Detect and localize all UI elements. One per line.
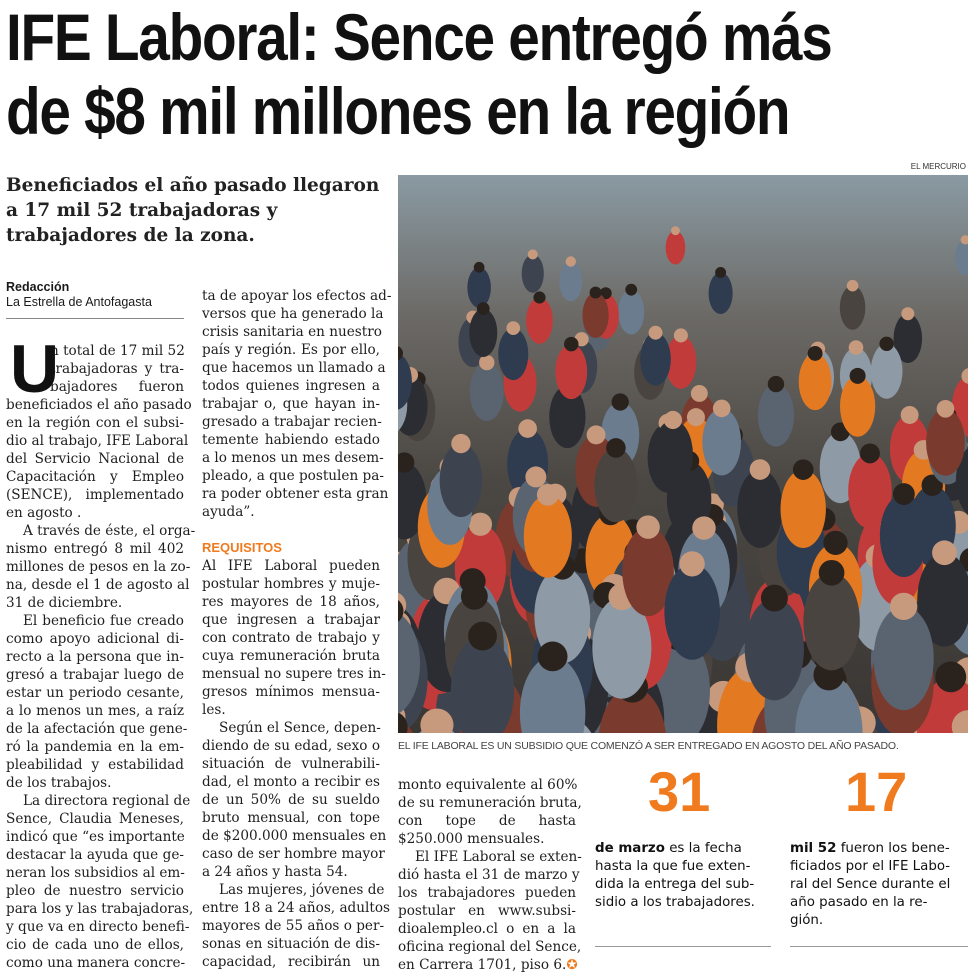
crowd-figure [640, 333, 671, 386]
crowd-figure [664, 564, 720, 660]
article-text-line: El beneficio fue creado [23, 613, 184, 629]
article-text-line: de los trabajos. [6, 775, 112, 791]
section-subhead: REQUISITOS [202, 540, 282, 555]
crowd-figure [955, 240, 968, 276]
article-text-line: Capacitación y Empleo [6, 469, 184, 485]
crowd-head [566, 256, 576, 266]
article-text-line: como una manera concre- [6, 955, 186, 971]
crowd-head [469, 513, 492, 536]
crowd-figure [467, 267, 491, 308]
article-text-line: a lo menos un mes, a raíz [6, 703, 184, 719]
fact-text-line [790, 840, 968, 858]
crowd-head [932, 540, 957, 565]
crowd-head [525, 466, 546, 487]
article-text-line: con tope de hasta [398, 813, 576, 829]
article-text-line: de la afectación que gene- [6, 721, 188, 737]
fact-text: gión. [790, 913, 824, 928]
crowd-head [451, 434, 470, 453]
article-text-line: Las mujeres, jóvenes de [219, 882, 385, 898]
article-text-line: $250.000 mensuales. [398, 831, 545, 847]
crowd-head [692, 516, 715, 539]
fact-text-line [790, 858, 968, 876]
article-text-line: postular hombres y muje- [202, 576, 380, 592]
fact-text: año pasado en la re- [790, 895, 928, 910]
crowd-figure [555, 344, 587, 399]
article-text-line: trabajadoras y tra- [50, 361, 184, 377]
crowd-head [506, 321, 520, 335]
crowd-head [537, 484, 559, 506]
article-text-line: monto equivalente al 60% [398, 777, 578, 793]
article-text-line: en agosto . [6, 505, 82, 521]
crowd-head [823, 531, 847, 555]
crowd-head [847, 280, 859, 292]
article-text-line: los trabajadores pueden [398, 885, 576, 901]
crowd-head [860, 443, 880, 463]
article-text-line: gresado a trabajar recien- [202, 414, 382, 430]
crowd-figure [799, 353, 832, 410]
byline [6, 280, 152, 310]
fact-divider-1 [595, 946, 771, 947]
crowd-figure [440, 444, 483, 517]
article-text-line: diendo de su edad, sexo o [202, 738, 380, 754]
article-text-line: recto a la persona que in- [6, 649, 184, 665]
crowd-head [819, 560, 845, 586]
article-text-line: dio al trabajo, IFE Laboral [6, 433, 189, 449]
crowd-head [468, 622, 497, 651]
crowd-head [680, 551, 705, 576]
fact-text-line [790, 894, 968, 912]
article-text-line: de su remuneración bruta, [398, 795, 582, 811]
article-text-line: cio de cada uno de ellos, [6, 937, 184, 953]
article-text-line: en la región con el subsi- [6, 415, 184, 431]
article-column-1 [6, 331, 196, 972]
crowd-head [479, 355, 494, 370]
crowd-head [879, 337, 893, 351]
article-text-line: capacidad, recibirán un [202, 954, 380, 970]
fact-text: ficiados por el IFE Labo- [790, 859, 951, 874]
article-text-line: na, desde el 1 de agosto al [6, 577, 190, 593]
crowd-head [713, 400, 731, 418]
article-text-line: crisis sanitaria en nuestro [202, 324, 382, 340]
crowd-figure [737, 470, 782, 548]
article-text-line: postular en www.subsi- [398, 903, 576, 919]
byline-outlet: La Estrella de Antofagasta [6, 295, 152, 309]
crowd-head [808, 346, 823, 361]
crowd-figure [709, 272, 733, 314]
article-text-line: ayuda”. [202, 504, 255, 520]
crowd-head [890, 593, 917, 620]
crowd-head [937, 400, 955, 418]
article-text-line: con contrato de trabajo y [202, 630, 380, 646]
drop-cap: U [10, 331, 60, 407]
crowd-figure [803, 573, 859, 671]
crowd-head [533, 291, 545, 303]
crowd-photo [398, 175, 968, 733]
article-text-line: Sence, Claudia Meneses, [6, 811, 184, 827]
article-text-line: mayores de 55 años o per- [202, 918, 385, 934]
fact-text-line [790, 876, 968, 894]
crowd-head [538, 642, 568, 672]
article-text-line: pleo de nuestro servicio [6, 883, 184, 899]
article-text-line: a lo menos un mes desem- [202, 450, 384, 466]
article-text-line: dioalempleo.cl o en a la [398, 921, 576, 937]
crowd-figure [522, 254, 544, 292]
article-text-line: en Carrera 1701, piso 6.✪ [398, 957, 578, 973]
article-text-line: trabajar o, que hayan in- [202, 396, 380, 412]
crowd-photo-image [398, 175, 968, 733]
crowd-head [849, 340, 864, 355]
crowd-figure [469, 309, 497, 357]
article-text-line: bruto mensual, con tope [202, 810, 380, 826]
fact-text-line [595, 840, 773, 858]
fact-text-line [595, 876, 773, 894]
crowd-figure [653, 420, 693, 489]
fact-number-1: 31 [648, 760, 711, 823]
crowd-head [612, 393, 629, 410]
crowd-figure [840, 286, 866, 330]
article-text-line: como apoyo adicional di- [6, 631, 184, 647]
crowd-figure [666, 231, 686, 265]
article-text-line: a 24 años y hasta 54. [202, 864, 348, 880]
crowd-head [664, 411, 682, 429]
article-text-line: neran los subsidios al em- [6, 865, 185, 881]
crowd-head [671, 226, 680, 235]
article-text-line: (SENCE), implementado [6, 487, 184, 503]
fact-text: es la fecha [669, 841, 742, 856]
article-text-line: cuya remuneración bruta [202, 648, 380, 664]
crowd-head [793, 459, 814, 480]
fact-bold-lead: mil 52 [790, 841, 837, 856]
crowd-head [636, 515, 659, 538]
headline-line-1: IFE Laboral: Sence entregó más [6, 0, 832, 74]
crowd-head [893, 483, 915, 505]
fact-text-line [595, 858, 773, 876]
end-mark-icon: ✪ [566, 957, 578, 973]
article-text-line: oficina regional del Sence, [398, 939, 582, 955]
fact-text: fueron los bene- [840, 841, 950, 856]
article-text-line: res mayores de 18 años, [202, 594, 380, 610]
fact-text: sidio a los trabajadores. [595, 895, 755, 910]
article-text-line: de $200.000 mensuales en [202, 828, 387, 844]
crowd-head [461, 583, 488, 610]
crowd-figure [758, 384, 794, 446]
article-deck: Beneficiados el año pasado llegaron a 17 mil 52 trabajadoras y trabajadores de la zona. [6, 175, 380, 246]
crowd-figure [702, 408, 741, 475]
crowd-head [901, 406, 919, 424]
article-text-line: temente habiendo estado [202, 432, 380, 448]
article-text-line: del Servicio Nacional de [6, 451, 184, 467]
fact-box-2 [790, 840, 968, 930]
article-text-line: pleabilidad y estabilidad [6, 757, 184, 773]
article-text-line: dió hasta el 31 de marzo y [398, 867, 580, 883]
byline-divider [6, 318, 184, 319]
article-text-line: gresos mínimos mensua- [202, 684, 380, 700]
crowd-head [564, 337, 578, 351]
crowd-figure [618, 290, 644, 335]
photo-caption: EL IFE LABORAL ES UN SUBSIDIO QUE COMENZÓ A SER ENTREGADO EN AGOSTO DEL AÑO PASADO. [398, 740, 899, 752]
article-text-line: ta de apoyar los efectos ad- [202, 288, 392, 304]
article-text-line: destacar la ayuda que ge- [6, 847, 184, 863]
crowd-figure [880, 494, 928, 577]
paragraph-gap [202, 521, 380, 539]
fact-text-line [595, 894, 773, 912]
article-text-line: que ingresen a trabajar [202, 612, 380, 628]
article-text-line: de un 50% de su sueldo [202, 792, 380, 808]
crowd-figure [781, 470, 826, 548]
crowd-figure [526, 297, 553, 343]
fact-text: dida la entrega del sub- [595, 877, 755, 892]
article-text-line: ra poder obtener esta gran [202, 486, 389, 502]
fact-divider-2 [790, 946, 968, 947]
article-text-line: ró la pandemia en la em- [6, 739, 184, 755]
article-text-line: sonas en situación de dis- [202, 936, 380, 952]
crowd-head [715, 267, 726, 278]
article-text-line: A través de éste, el orga- [23, 523, 196, 539]
crowd-head [850, 368, 866, 384]
article-text-line: les. [202, 702, 226, 718]
article-text-line: entre 18 a 24 años, adultos [202, 900, 390, 916]
article-text-line: Al IFE Laboral pueden [202, 558, 380, 574]
article-text-line: país y región. Es por ello, [202, 342, 380, 358]
crowd-head [901, 307, 914, 320]
crowd-head [518, 419, 537, 438]
crowd-head [474, 262, 485, 273]
crowd-head [687, 408, 705, 426]
crowd-figure [594, 448, 637, 522]
crowd-figure [498, 328, 528, 380]
crowd-head [750, 459, 771, 480]
crowd-head [674, 328, 688, 342]
fact-text: ral del Sence durante el [790, 877, 951, 892]
article-text-line: versos que ha generado la [202, 306, 384, 322]
fact-text: hasta la que fue exten- [595, 859, 751, 874]
crowd-figure [840, 376, 875, 437]
crowd-head [587, 425, 606, 444]
article-text-line: dad, el monto a recibir es [202, 774, 380, 790]
article-text-line: y que va en directo benefi- [6, 919, 190, 935]
crowd-figure [582, 293, 608, 338]
article-column-3 [398, 776, 582, 974]
photo-credit: EL MERCURIO [910, 162, 966, 171]
crowd-head [625, 284, 637, 296]
article-text-line: situación de vulnerabili- [202, 756, 380, 772]
article-text-line: bajadores fueron [50, 379, 184, 395]
fact-box-1 [595, 840, 773, 912]
article-text-line: beneficiados el año pasado [6, 397, 192, 413]
article-text-line: todos quienes ingresen a [202, 378, 380, 394]
article-text-line: estar un periodo cesante, [6, 685, 184, 701]
article-text-line: n total de 17 mil 52 [50, 343, 185, 359]
fact-text-line [790, 912, 968, 930]
fact-number-2: 17 [845, 760, 908, 823]
crowd-head [590, 287, 602, 299]
headline-line-2: de $8 mil millones en la región [6, 74, 790, 148]
crowd-head [691, 385, 708, 402]
article-text-line: pleado, a que postulen pa- [202, 468, 384, 484]
article-text-line: Según el Sence, depen- [219, 720, 381, 736]
byline-author: Redacción [6, 280, 70, 294]
crowd-head [477, 302, 490, 315]
article-text-line: caso de ser hombre mayor [202, 846, 385, 862]
crowd-head [606, 438, 626, 458]
crowd-head [649, 326, 663, 340]
crowd-head [768, 376, 784, 392]
fact-bold-lead: de marzo [595, 841, 665, 856]
crowd-figure [524, 495, 572, 578]
crowd-figure [874, 606, 934, 710]
crowd-figure [470, 363, 504, 421]
article-text-line: 31 de diciembre. [6, 595, 123, 611]
article-text-line: para los y las trabajadoras, [6, 901, 194, 917]
article-text-line: El IFE Laboral se exten- [415, 849, 582, 865]
article-column-2 [202, 287, 392, 971]
article-text-line: millones de pesos en la zo- [6, 559, 191, 575]
article-text-line: mensual no supere tres in- [202, 666, 386, 682]
crowd-head [935, 662, 966, 693]
crowd-figure [871, 344, 903, 399]
crowd-head [761, 585, 788, 612]
article-text-line: gresó a trabajar luego de [6, 667, 184, 683]
crowd-figure [559, 261, 582, 301]
article-text-line: nismo entregó 8 mil 402 [6, 541, 184, 557]
article-text-line: que hacemos un llamado a [202, 360, 386, 376]
crowd-figure [926, 409, 965, 476]
crowd-figure [745, 598, 804, 700]
article-text-line: indicó que “es importante [6, 829, 185, 845]
crowd-head [528, 249, 538, 259]
article-text-line: La directora regional de [23, 793, 191, 809]
